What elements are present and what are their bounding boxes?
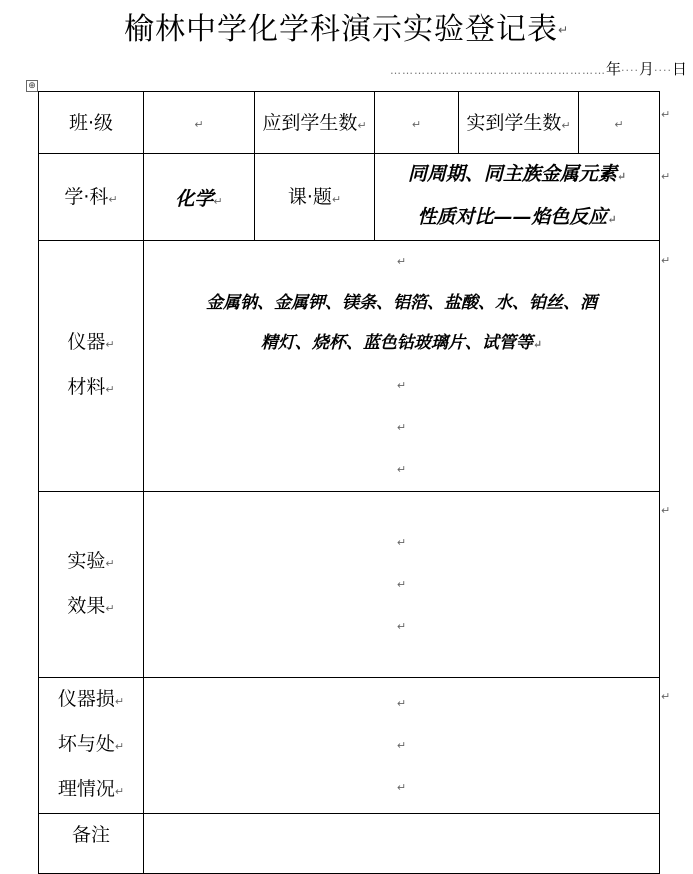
class-value-cell[interactable] — [144, 92, 255, 154]
damage-label-text-2: 坏与处 — [57, 733, 115, 755]
damage-label-cell — [39, 678, 144, 814]
actual-value-cell[interactable] — [579, 92, 660, 154]
damage-label-text-1: 仪器损 — [57, 688, 115, 710]
damage-content-cell[interactable] — [144, 678, 660, 814]
row-end-mark: ↵ — [661, 504, 671, 517]
paragraph-mark: ↵ — [561, 118, 571, 132]
effect-label-text-2: 效果 — [67, 594, 106, 617]
date-dots: ……………………………………………… — [389, 64, 606, 77]
paragraph-mark: ↵ — [396, 738, 407, 752]
expected-value-cell[interactable] — [375, 92, 459, 154]
paragraph-mark: ↵ — [396, 696, 407, 710]
paragraph-mark: ↵ — [213, 194, 223, 208]
materials-content-cell[interactable] — [144, 241, 660, 492]
topic-label-cell — [255, 154, 375, 241]
remarks-label: 备注 — [71, 824, 110, 846]
paragraph-mark: ↵ — [396, 619, 407, 633]
table-row-subject — [39, 154, 660, 241]
paragraph-mark: ↵ — [105, 601, 115, 615]
paragraph-mark: ↵ — [194, 118, 204, 131]
effect-content-cell[interactable] — [144, 492, 660, 678]
paragraph-mark: ↵ — [105, 383, 115, 396]
date-line — [390, 58, 687, 79]
effect-label-line-2 — [39, 585, 143, 630]
table-row-materials — [39, 241, 660, 492]
registration-table — [38, 91, 660, 874]
damage-label-text-3: 理情况 — [57, 778, 115, 800]
paragraph-mark: ↵ — [105, 556, 115, 570]
paragraph-mark: ↵ — [557, 23, 570, 37]
damage-label-line-1 — [39, 678, 143, 723]
date-gap-dots: ···· — [620, 64, 639, 77]
paragraph-mark: ↵ — [396, 255, 407, 268]
title-text: 榆林中学化学科演示实验登记表 — [123, 12, 558, 47]
paragraph-mark: ↵ — [607, 213, 617, 226]
damage-label-line-2 — [39, 723, 143, 768]
row-end-mark: ↵ — [661, 170, 671, 183]
paragraph-mark: ↵ — [108, 193, 118, 206]
paragraph-mark: ↵ — [114, 740, 125, 753]
paragraph-mark: ↵ — [396, 421, 407, 434]
document-title — [0, 10, 693, 50]
materials-line-2 — [144, 323, 659, 365]
table-row-damage — [39, 678, 660, 814]
paragraph-mark: ↵ — [331, 193, 342, 206]
paragraph-mark: ↵ — [396, 379, 407, 392]
effect-label-cell — [39, 492, 144, 678]
actual-label-cell — [459, 92, 579, 154]
row-end-mark: ↵ — [661, 690, 671, 703]
paragraph-mark: ↵ — [396, 535, 407, 549]
table-row-effect — [39, 492, 660, 678]
materials-text-2: 精灯、烧杯、蓝色钴玻璃片、试管等 — [260, 333, 533, 353]
date-gap-dots: ···· — [653, 64, 672, 77]
subject-label-cell — [39, 154, 144, 241]
remarks-content-cell[interactable] — [144, 814, 660, 874]
materials-label-cell — [39, 241, 144, 492]
date-day: 日 — [671, 60, 687, 78]
materials-label-text-2: 材料 — [67, 376, 106, 398]
actual-students-label: 实到学生数 — [466, 111, 562, 134]
row-end-mark: ↵ — [661, 108, 671, 121]
paragraph-mark: ↵ — [357, 118, 367, 132]
expected-students-label: 应到学生数 — [262, 111, 358, 134]
effect-label-text-1: 实验 — [67, 549, 106, 572]
class-label: 班·级 — [68, 111, 114, 134]
topic-line-2 — [375, 197, 659, 240]
materials-line-1: 金属钠、金属钾、镁条、铝箔、盐酸、水、铂丝、酒 — [206, 293, 597, 313]
paragraph-mark: ↵ — [396, 577, 407, 591]
materials-label-text-1: 仪器 — [67, 331, 106, 353]
effect-label-line-1 — [39, 540, 143, 585]
remarks-label-cell — [39, 814, 144, 874]
paragraph-mark: ↵ — [616, 170, 627, 183]
topic-label: 课·题 — [287, 186, 332, 208]
paragraph-mark: ↵ — [114, 695, 125, 708]
date-month: 月 — [638, 60, 654, 78]
materials-label-line-1 — [39, 321, 143, 366]
expected-label-cell — [255, 92, 375, 154]
table-row-class — [39, 92, 660, 154]
row-end-mark: ↵ — [661, 254, 671, 267]
paragraph-mark: ↵ — [396, 780, 407, 794]
class-label-cell — [39, 92, 144, 154]
topic-line-1 — [375, 154, 659, 197]
subject-label: 学·科 — [64, 186, 109, 208]
table-move-handle-icon[interactable]: ⊕ — [26, 80, 38, 92]
subject-value: 化学 — [175, 187, 214, 210]
paragraph-mark: ↵ — [614, 118, 624, 131]
paragraph-mark: ↵ — [114, 785, 125, 798]
damage-label-line-3 — [39, 768, 143, 813]
paragraph-mark: ↵ — [396, 463, 407, 476]
paragraph-mark: ↵ — [532, 338, 543, 351]
materials-label-line-2 — [39, 366, 143, 411]
date-year: 年 — [605, 60, 621, 78]
topic-text-2: 性质对比——焰色反应 — [417, 206, 608, 228]
paragraph-mark: ↵ — [105, 338, 115, 351]
topic-value-cell[interactable] — [375, 154, 660, 241]
topic-text-1: 同周期、同主族金属元素 — [407, 163, 617, 185]
subject-value-cell[interactable] — [144, 154, 255, 241]
table-row-remarks — [39, 814, 660, 874]
paragraph-mark: ↵ — [411, 118, 422, 131]
